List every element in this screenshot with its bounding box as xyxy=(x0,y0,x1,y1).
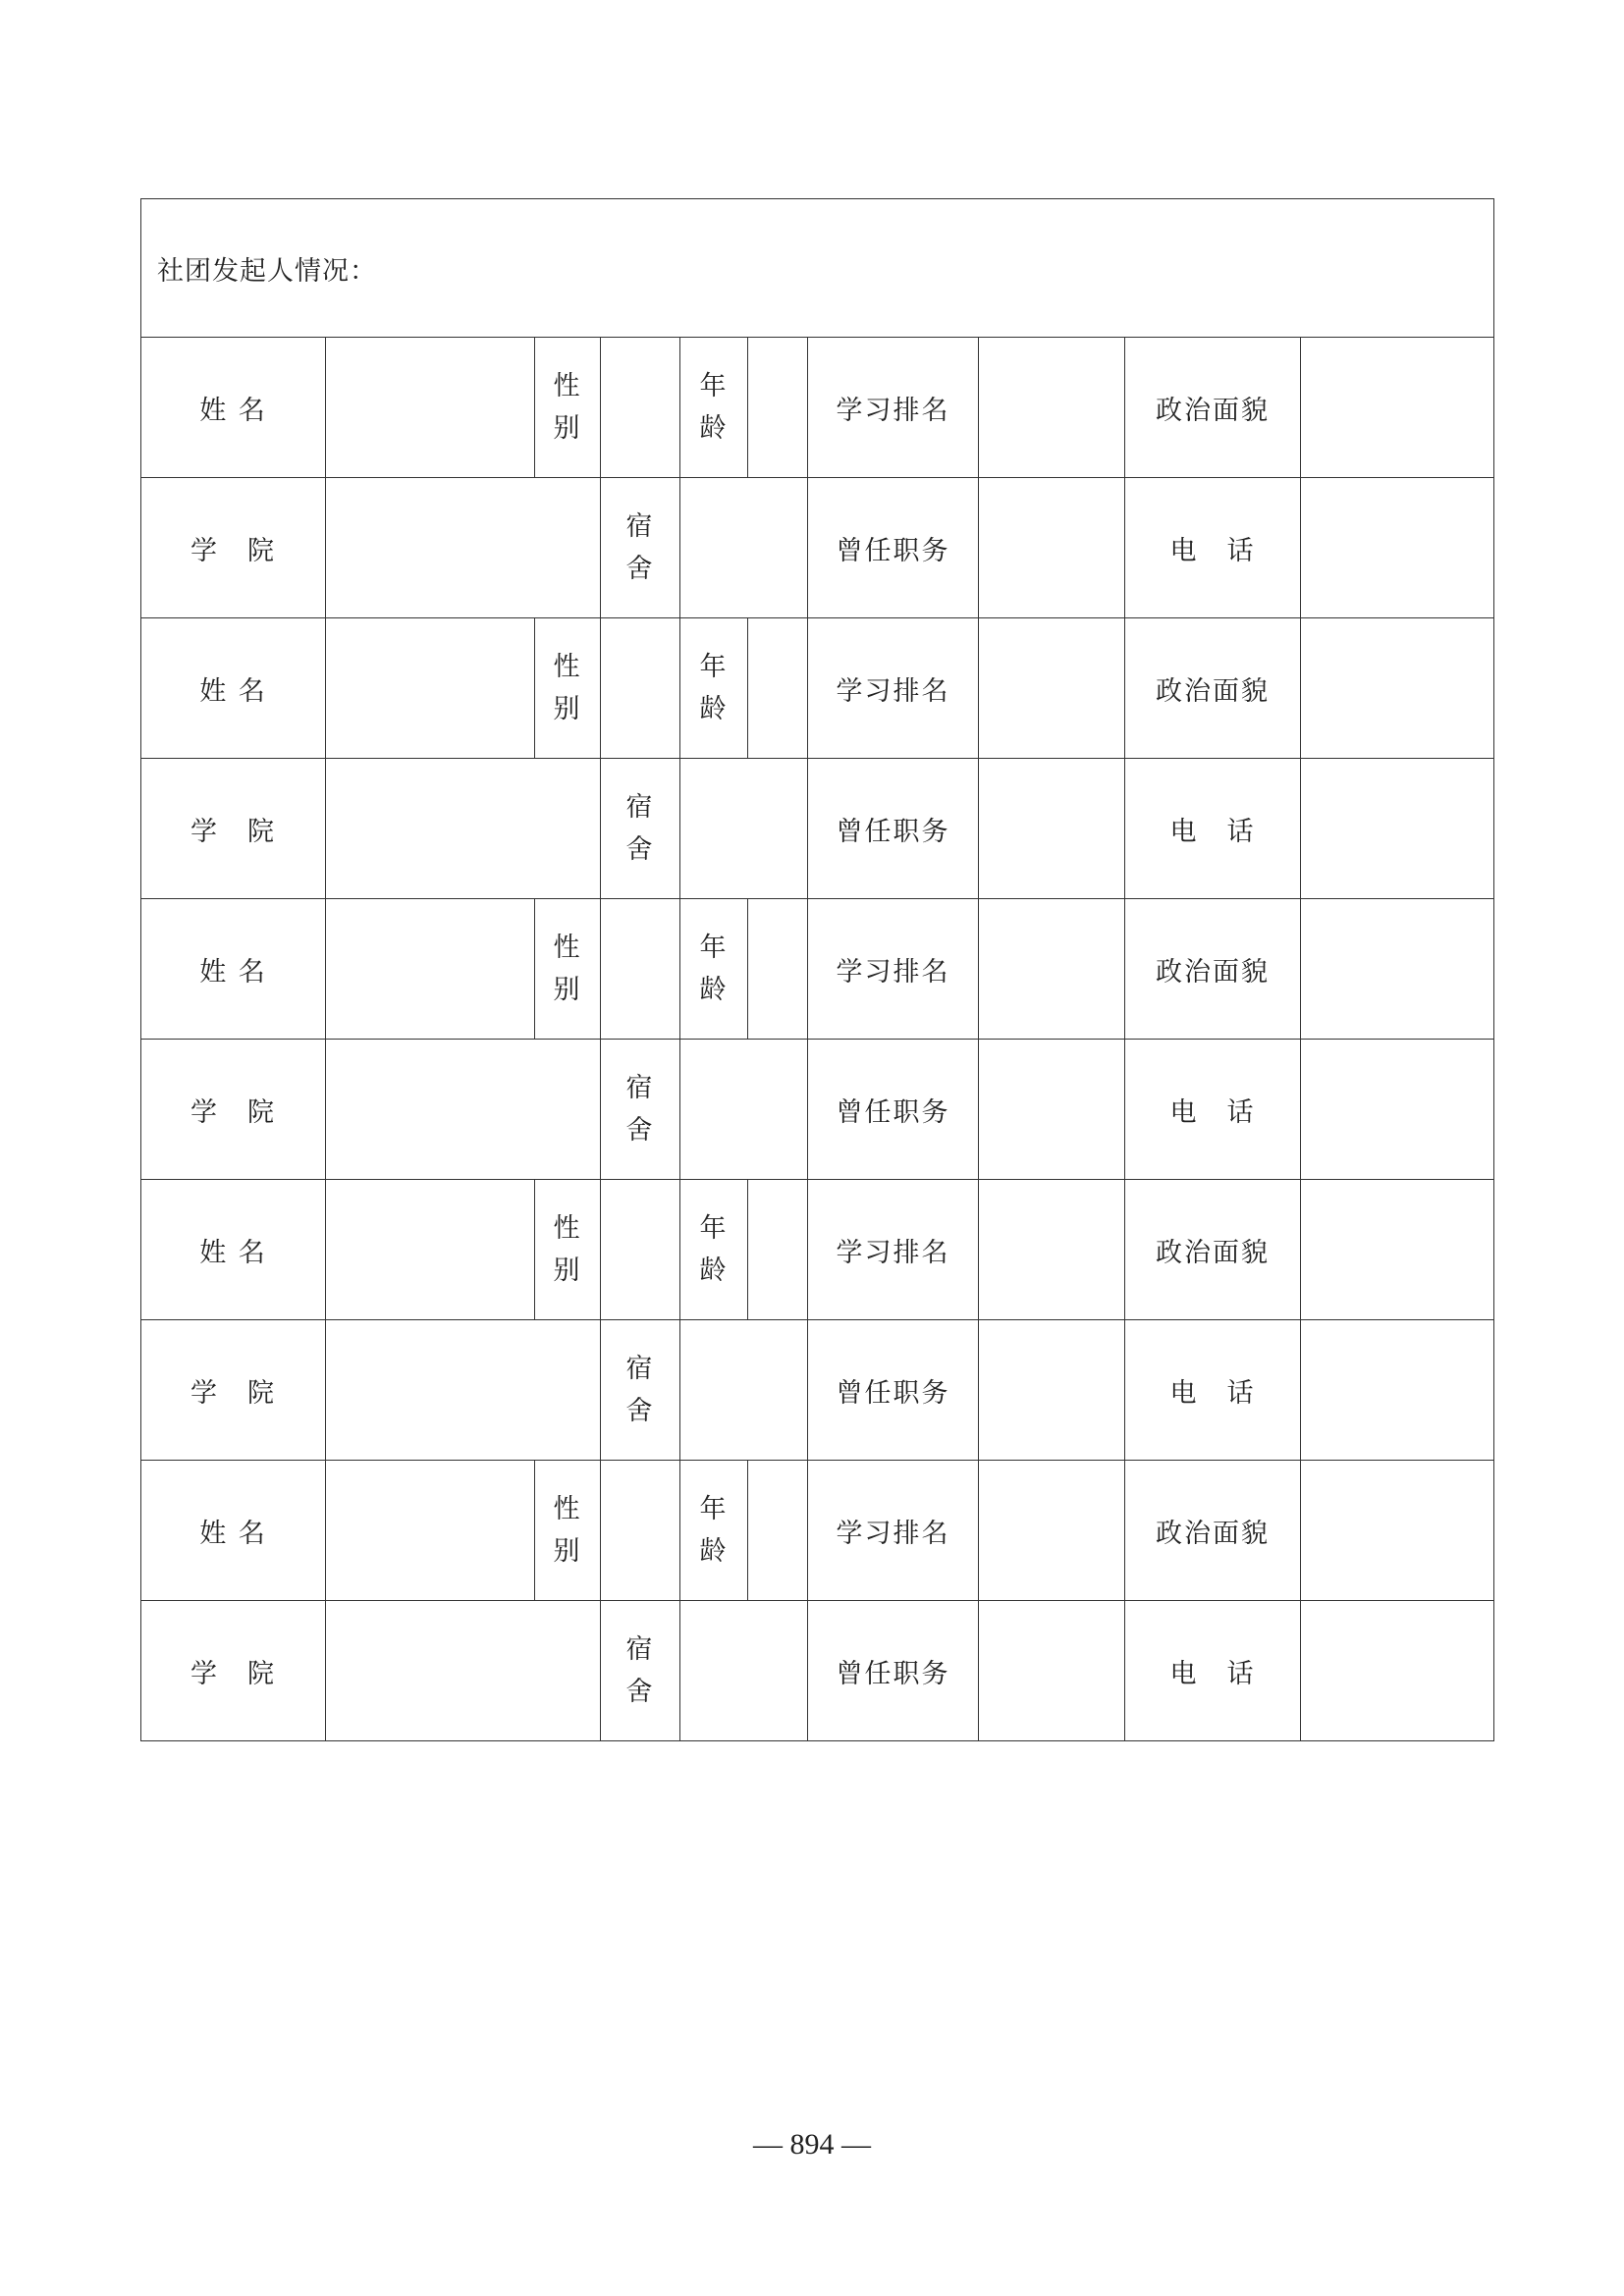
age-label-char-1: 年 xyxy=(699,371,729,401)
study-rank-label: 学习排名 xyxy=(808,618,979,759)
gender-label-char-1: 性 xyxy=(553,1494,582,1524)
name-label: 姓 名 xyxy=(141,1461,326,1601)
founder-4-row-basic xyxy=(141,1180,1494,1320)
political-status-input[interactable] xyxy=(1301,1461,1494,1601)
former-position-input[interactable] xyxy=(979,1040,1125,1180)
dorm-input[interactable] xyxy=(680,1601,808,1741)
political-status-input[interactable] xyxy=(1301,618,1494,759)
gender-label-char-1: 性 xyxy=(553,371,582,401)
dorm-label-char-2: 舍 xyxy=(625,834,655,865)
age-label xyxy=(680,1461,748,1601)
gender-label-char-2: 别 xyxy=(553,413,582,444)
gender-label-char-2: 别 xyxy=(553,1536,582,1567)
dorm-label-char-2: 舍 xyxy=(625,1677,655,1707)
phone-input[interactable] xyxy=(1301,759,1494,899)
gender-input[interactable] xyxy=(601,899,680,1040)
study-rank-input[interactable] xyxy=(979,618,1125,759)
dorm-label-char-1: 宿 xyxy=(625,1354,655,1384)
dorm-label-char-2: 舍 xyxy=(625,1396,655,1426)
name-label: 姓 名 xyxy=(141,1180,326,1320)
dorm-input[interactable] xyxy=(680,1040,808,1180)
political-status-label: 政治面貌 xyxy=(1125,338,1301,478)
name-input[interactable] xyxy=(326,1461,535,1601)
college-input[interactable] xyxy=(326,478,601,618)
gender-label-char-2: 别 xyxy=(553,694,582,724)
political-status-label: 政治面貌 xyxy=(1125,899,1301,1040)
gender-input[interactable] xyxy=(601,1180,680,1320)
founder-3-row-contact xyxy=(141,1040,1494,1180)
gender-label-char-1: 性 xyxy=(553,1213,582,1244)
section-title-row xyxy=(141,199,1494,338)
name-input[interactable] xyxy=(326,618,535,759)
college-label: 学 院 xyxy=(141,759,326,899)
age-input[interactable] xyxy=(748,899,808,1040)
study-rank-label: 学习排名 xyxy=(808,1180,979,1320)
dorm-label-char-2: 舍 xyxy=(625,1115,655,1146)
founder-2-row-contact xyxy=(141,759,1494,899)
study-rank-input[interactable] xyxy=(979,899,1125,1040)
dorm-input[interactable] xyxy=(680,478,808,618)
age-label xyxy=(680,1180,748,1320)
name-label: 姓 名 xyxy=(141,618,326,759)
former-position-input[interactable] xyxy=(979,759,1125,899)
gender-input[interactable] xyxy=(601,338,680,478)
gender-label xyxy=(535,1461,601,1601)
founder-info-table xyxy=(140,198,1494,1741)
dorm-label xyxy=(601,759,680,899)
founder-5-row-basic xyxy=(141,1461,1494,1601)
age-input[interactable] xyxy=(748,1461,808,1601)
age-label xyxy=(680,338,748,478)
political-status-label: 政治面貌 xyxy=(1125,618,1301,759)
gender-label-char-2: 别 xyxy=(553,1255,582,1286)
college-input[interactable] xyxy=(326,759,601,899)
founder-3-row-basic xyxy=(141,899,1494,1040)
dorm-label xyxy=(601,478,680,618)
gender-label-char-2: 别 xyxy=(553,975,582,1005)
age-label-char-1: 年 xyxy=(699,1213,729,1244)
name-label: 姓 名 xyxy=(141,338,326,478)
name-input[interactable] xyxy=(326,1180,535,1320)
study-rank-input[interactable] xyxy=(979,338,1125,478)
former-position-label: 曾任职务 xyxy=(808,478,979,618)
political-status-input[interactable] xyxy=(1301,899,1494,1040)
former-position-input[interactable] xyxy=(979,1601,1125,1741)
political-status-input[interactable] xyxy=(1301,1180,1494,1320)
founder-2-row-basic xyxy=(141,618,1494,759)
age-label-char-1: 年 xyxy=(699,933,729,963)
age-label-char-1: 年 xyxy=(699,1494,729,1524)
college-input[interactable] xyxy=(326,1601,601,1741)
age-label xyxy=(680,899,748,1040)
political-status-label: 政治面貌 xyxy=(1125,1461,1301,1601)
age-label-char-2: 龄 xyxy=(699,694,729,724)
dorm-input[interactable] xyxy=(680,1320,808,1461)
dorm-label-char-2: 舍 xyxy=(625,554,655,584)
former-position-label: 曾任职务 xyxy=(808,1601,979,1741)
name-input[interactable] xyxy=(326,338,535,478)
study-rank-label: 学习排名 xyxy=(808,899,979,1040)
gender-label-char-1: 性 xyxy=(553,933,582,963)
former-position-label: 曾任职务 xyxy=(808,759,979,899)
dorm-label xyxy=(601,1320,680,1461)
dorm-label-char-1: 宿 xyxy=(625,511,655,542)
dorm-label xyxy=(601,1601,680,1741)
phone-input[interactable] xyxy=(1301,478,1494,618)
gender-label xyxy=(535,1180,601,1320)
founder-4-row-contact xyxy=(141,1320,1494,1461)
gender-label xyxy=(535,899,601,1040)
founder-5-row-contact xyxy=(141,1601,1494,1741)
phone-label: 电 话 xyxy=(1125,759,1301,899)
former-position-label: 曾任职务 xyxy=(808,1040,979,1180)
gender-label-char-1: 性 xyxy=(553,652,582,682)
page-number: — 894 — xyxy=(753,2128,871,2161)
dorm-label-char-1: 宿 xyxy=(625,1634,655,1665)
section-title: 社团发起人情况： xyxy=(141,199,1494,338)
former-position-input[interactable] xyxy=(979,478,1125,618)
age-label-char-2: 龄 xyxy=(699,1255,729,1286)
phone-label: 电 话 xyxy=(1125,1320,1301,1461)
age-label-char-1: 年 xyxy=(699,652,729,682)
dorm-label xyxy=(601,1040,680,1180)
gender-input[interactable] xyxy=(601,618,680,759)
age-label-char-2: 龄 xyxy=(699,413,729,444)
founder-1-row-basic xyxy=(141,338,1494,478)
phone-input[interactable] xyxy=(1301,1040,1494,1180)
college-label: 学 院 xyxy=(141,1040,326,1180)
dorm-label-char-1: 宿 xyxy=(625,792,655,823)
college-label: 学 院 xyxy=(141,1601,326,1741)
gender-input[interactable] xyxy=(601,1461,680,1601)
founder-1-row-contact xyxy=(141,478,1494,618)
political-status-input[interactable] xyxy=(1301,338,1494,478)
college-label: 学 院 xyxy=(141,478,326,618)
college-input[interactable] xyxy=(326,1320,601,1461)
phone-label: 电 话 xyxy=(1125,1040,1301,1180)
college-input[interactable] xyxy=(326,1040,601,1180)
age-input[interactable] xyxy=(748,338,808,478)
political-status-label: 政治面貌 xyxy=(1125,1180,1301,1320)
study-rank-label: 学习排名 xyxy=(808,338,979,478)
dorm-label-char-1: 宿 xyxy=(625,1073,655,1103)
phone-label: 电 话 xyxy=(1125,1601,1301,1741)
phone-input[interactable] xyxy=(1301,1601,1494,1741)
age-label xyxy=(680,618,748,759)
study-rank-input[interactable] xyxy=(979,1180,1125,1320)
college-label: 学 院 xyxy=(141,1320,326,1461)
name-label: 姓 名 xyxy=(141,899,326,1040)
phone-input[interactable] xyxy=(1301,1320,1494,1461)
age-input[interactable] xyxy=(748,1180,808,1320)
study-rank-label: 学习排名 xyxy=(808,1461,979,1601)
former-position-label: 曾任职务 xyxy=(808,1320,979,1461)
gender-label xyxy=(535,618,601,759)
age-label-char-2: 龄 xyxy=(699,975,729,1005)
name-input[interactable] xyxy=(326,899,535,1040)
gender-label xyxy=(535,338,601,478)
age-input[interactable] xyxy=(748,618,808,759)
study-rank-input[interactable] xyxy=(979,1461,1125,1601)
dorm-input[interactable] xyxy=(680,759,808,899)
age-label-char-2: 龄 xyxy=(699,1536,729,1567)
former-position-input[interactable] xyxy=(979,1320,1125,1461)
phone-label: 电 话 xyxy=(1125,478,1301,618)
